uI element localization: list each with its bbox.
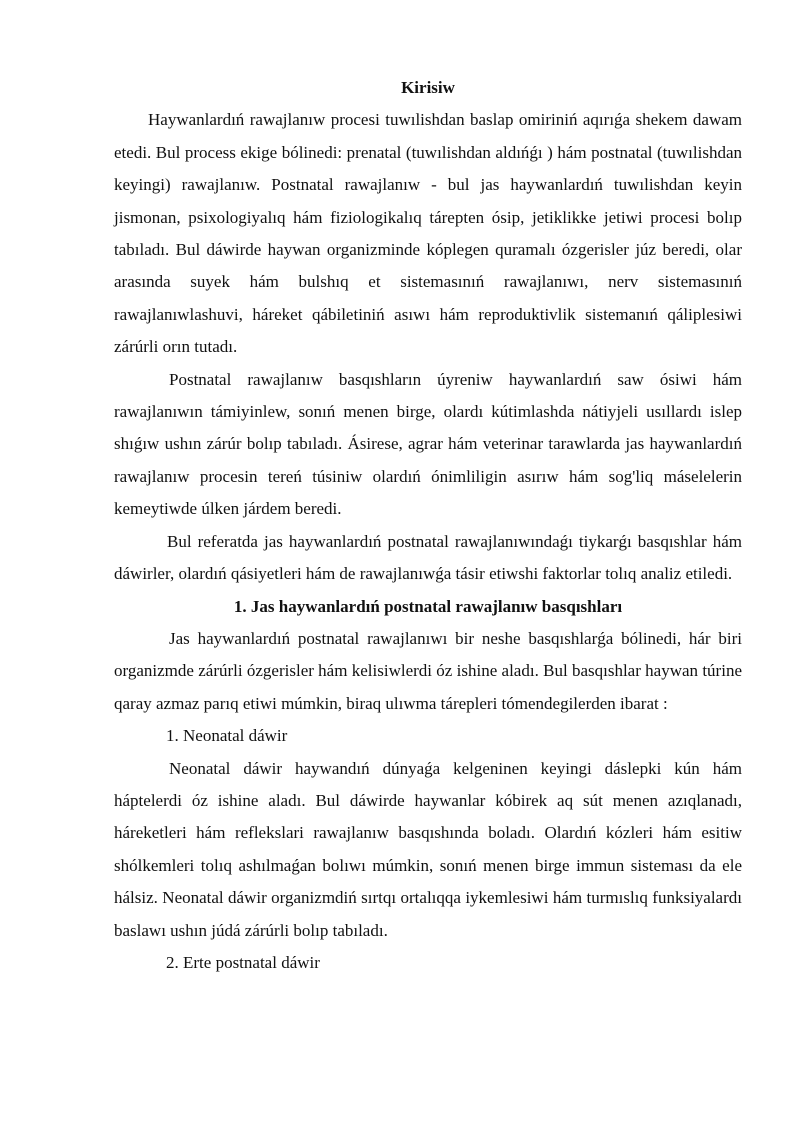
list-item-label-1: 1. Neonatal dáwir: [166, 726, 288, 746]
list-item-label-2: 2. Erte postnatal dáwir: [166, 952, 320, 972]
intro-paragraph-1: Haywanlardıń rawajlanıw procesi tuwılishdan baslap omiriniń aqırıǵa shekem dawam etedi. Bul process ekige bólinedi: prenatal (tuwılishdan aldıńǵı ) hám postnatal (tuwılishdan keyingi) rawajlanıw. Postnatal rawajlanıw - bul jas haywanlardıń tuwılishdan keyin jismonan, psixologiyalıq hám fiziologikalıq tárepten ósip, jetiklikke jetiwi procesi bolıp tabıladı. Bul dáwirde haywan organizminde kóplegen quramalı ózgerisler júz beredi, olar arasında suyek hám bulshıq et sistemasınıń rawajlanıwı, nerv sistemasınıń rawajlanıwlashuvi, háreket qábiletiniń asıwı hám reproduktivlik sistemanıń qáliplesiwi zárúrli orın tutadı.: [114, 110, 742, 357]
document-page: [114, 72, 742, 979]
intro-paragraph-3: Bul referatda jas haywanlardıń postnatal rawajlanıwındaǵı tiykarǵı basqıshlar hám dáwirler, olardıń qásiyetleri hám de rawajlanıwǵa tásir etiwshi faktorlar tolıq analiz etiledi.: [114, 531, 742, 584]
intro-paragraph-2: Postnatal rawajlanıw basqıshların úyreniw haywanlardıń saw ósiwi hám rawajlanıwın támiyinlew, sonıń menen birge, olardı kútimlashda nátiyjeli usıllardı islep shıǵıw ushın zárúr bolıp tabıladı. Ásirese, agrar hám veterinar tarawlarda jas haywanlardıń rawajlanıw procesin tereń túsiniw olardıń ónimliligin asırıw hám sog'liq máselelerin kemeytiwde úlken járdem beredi.: [114, 369, 742, 519]
list-item-paragraph-1: Neonatal dáwir haywandıń dúnyaǵa kelgeninen keyingi dáslepki kún hám háptelerdi óz ishine aladı. Bul dáwirde haywanlar kóbirek aq sút menen azıqlanadı, háreketleri hám reflekslari rawajlanıw basqıshında boladı. Olardıń kózleri hám esitiw shólkemleri tolıq ashılmaǵan bolıwı múmkin, sonıń menen birge immun sisteması da ele hálsiz. Neonatal dáwir organizmdiń sırtqı ortalıqqa iykemlesiwi hám turmıslıq funksiyalardı baslawı ushın júdá zárúrli bolıp tabıladı.: [114, 758, 742, 940]
section-paragraph: Jas haywanlardıń postnatal rawajlanıwı bir neshe basqıshlarǵa bólinedi, hár biri organizmde zárúrli ózgerisler hám kelisiwlerdi óz ishine aladı. Bul basqıshlar haywan túrine qaray azmaz parıq etiwi múmkin, biraq ulıwma tárepleri tómendegilerden ibarat :: [114, 628, 742, 713]
section-heading: 1. Jas haywanlardıń postnatal rawajlanıw basqıshları: [233, 596, 623, 616]
document-title: Kirisiw: [401, 78, 455, 97]
